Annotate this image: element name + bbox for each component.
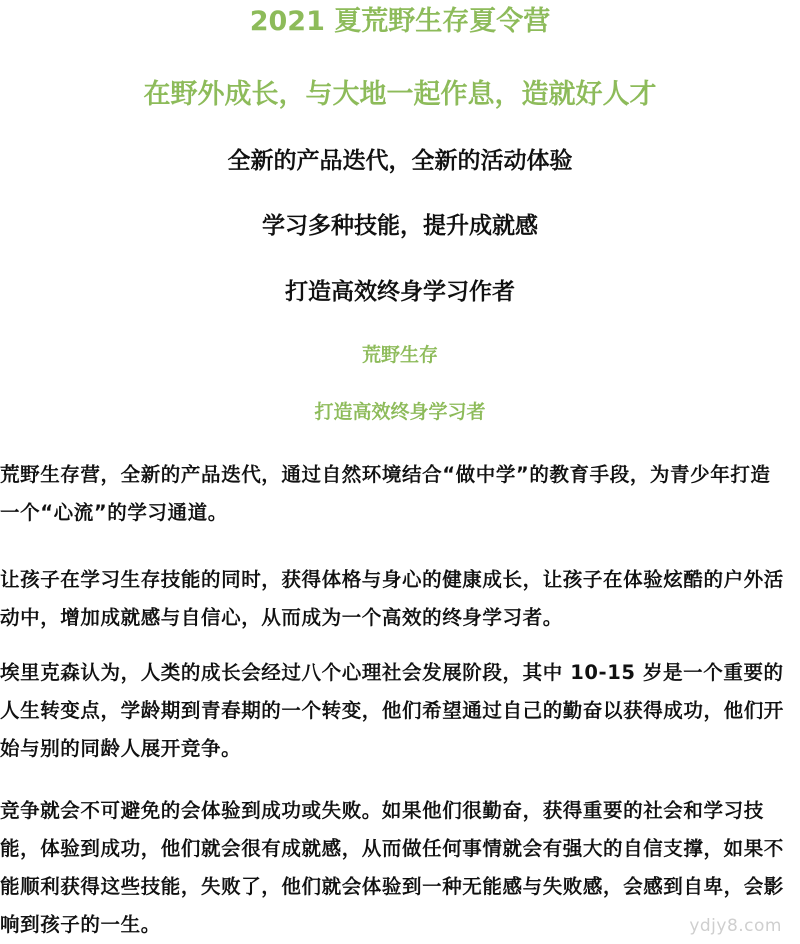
body-paragraph: 让孩子在学习生存技能的同时，获得体格与身心的健康成长，让孩子在体验炫酷的户外活动中，增加成就感与自信心，从而成为一个高效的终身学习者。 <box>0 568 784 629</box>
body-paragraph: 荒野生存营，全新的产品迭代，通过自然环境结合“做中学”的教育手段，为青少年打造一个“心流”的学习通道。 <box>0 463 771 524</box>
highlight-line: 学习多种技能，提升成就感 <box>262 213 538 239</box>
body-paragraph: 竞争就会不可避免的会体验到成功或失败。如果他们很勤奋，获得重要的社会和学习技能，体验到成功，他们就会很有成就感，从而做任何事情就会有强大的自信支撑，如果不能顺利获得这些技能，失败了，他们就会体验到一种无能感与失败感，会感到自卑，会影响到孩子的一生。 <box>0 799 784 936</box>
page-title: 2021 夏荒野生存夏令营 <box>249 6 551 37</box>
body-paragraph: 埃里克森认为，人类的成长会经过八个心理社会发展阶段，其中 10-15 岁是一个重要的人生转变点，学龄期到青春期的一个转变，他们希望通过自己的勤奋以获得成功，他们开始与别的同龄人展开竞争。 <box>0 661 784 760</box>
section-tag: 打造高效终身学习者 <box>314 401 486 423</box>
highlight-line: 全新的产品迭代，全新的活动体验 <box>227 148 573 174</box>
section-tag: 荒野生存 <box>361 344 438 366</box>
watermark: ydjy8.com <box>689 916 782 936</box>
page-subtitle: 在野外成长，与大地一起作息，造就好人才 <box>143 79 657 110</box>
highlight-line: 打造高效终身学习作者 <box>285 279 515 305</box>
